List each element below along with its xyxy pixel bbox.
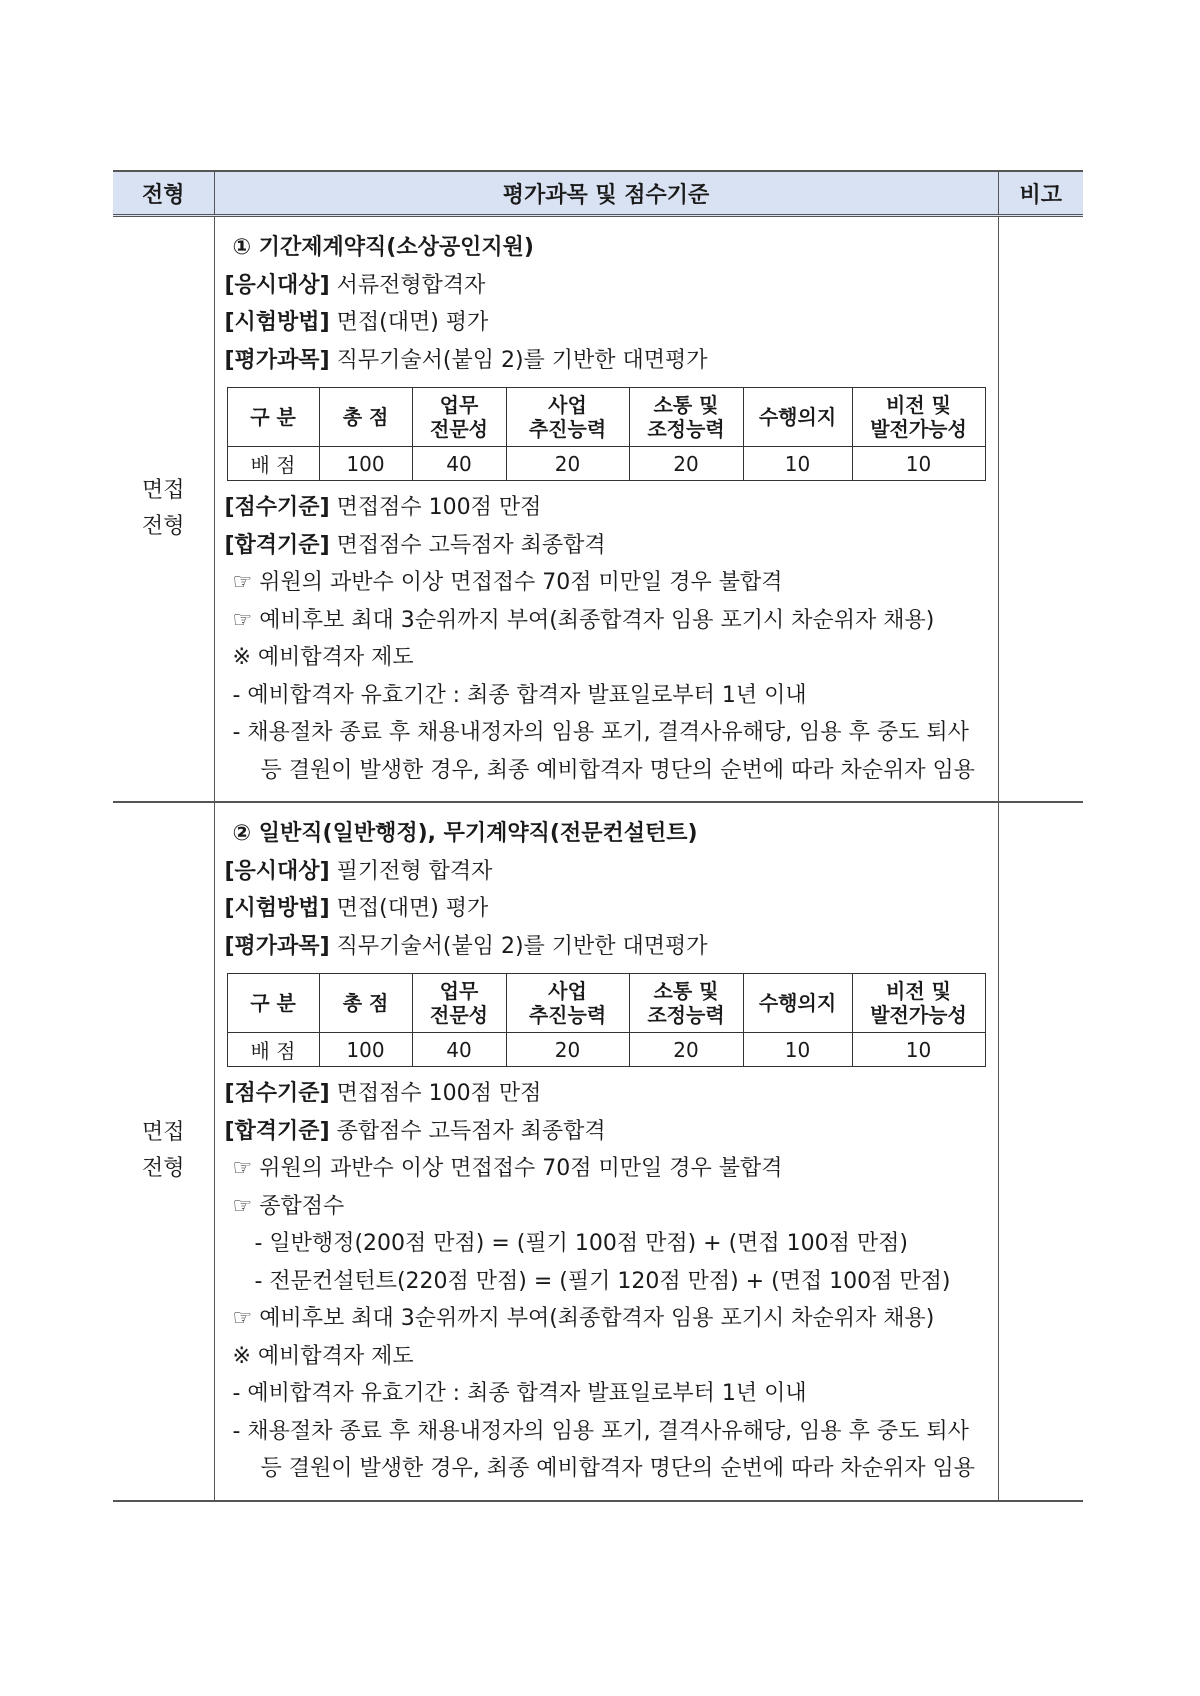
score-line xyxy=(225,489,998,527)
score-value: 20 xyxy=(629,447,743,481)
score-table xyxy=(227,387,986,481)
subject-line xyxy=(225,928,998,966)
type-line: 면접 xyxy=(141,1120,185,1146)
score-value-row xyxy=(227,447,985,481)
section-note-2 xyxy=(998,802,1083,1501)
score-header: 소통 및 조정능력 xyxy=(629,974,743,1033)
score-text: 면접점수 100점 만점 xyxy=(329,1081,542,1106)
note-line: ☞ 종합점수 xyxy=(232,1193,345,1219)
pass-line xyxy=(225,1113,998,1151)
score-value: 배 점 xyxy=(227,447,319,481)
score-header: 비전 및 발전가능성 xyxy=(852,388,985,447)
method-line xyxy=(225,890,998,928)
method-text: 면접(대면) 평가 xyxy=(329,310,489,335)
score-value: 배 점 xyxy=(227,1033,319,1067)
target-line xyxy=(225,267,998,305)
note-line: ☞ 위원의 과반수 이상 면접접수 70점 미만일 경우 불합격 xyxy=(232,1156,783,1181)
method-text: 면접(대면) 평가 xyxy=(329,896,489,921)
score-header: 비전 및 발전가능성 xyxy=(852,974,985,1033)
score-tag: [점수기준] xyxy=(224,495,330,520)
subject-text: 직무기술서(붙임 2)를 기반한 대면평가 xyxy=(329,347,708,373)
section-content-2 xyxy=(214,802,998,1501)
score-header: 총 점 xyxy=(319,974,412,1033)
score-value: 40 xyxy=(412,1033,506,1067)
note-line: ☞ 예비후보 최대 3순위까지 부여(최종합격자 임용 포기시 차순위자 채용) xyxy=(232,1306,935,1331)
score-value: 40 xyxy=(412,447,506,481)
total-line: - 전문컨설턴트(220점 만점) = (필기 120점 만점) + (면접 100점 만점) xyxy=(254,1268,951,1294)
subject-tag: [평가과목] xyxy=(224,347,330,373)
score-value: 10 xyxy=(852,447,985,481)
section-row-1 xyxy=(113,216,1083,803)
score-header: 업무 전문성 xyxy=(412,974,506,1033)
section-note-1 xyxy=(998,216,1083,803)
type-line: 전형 xyxy=(141,1156,185,1182)
score-header: 사업 추진능력 xyxy=(506,974,629,1033)
header-criteria: 평가과목 및 점수기준 xyxy=(214,171,998,216)
score-value: 100 xyxy=(319,1033,412,1067)
reserve-line: 등 결원이 발생한 경우, 최종 예비합격자 명단의 순번에 따라 차순위자 임용 xyxy=(260,1456,975,1481)
score-value: 10 xyxy=(852,1033,985,1067)
score-header: 구 분 xyxy=(227,388,319,447)
score-header: 구 분 xyxy=(227,974,319,1033)
total-line: - 일반행정(200점 만점) = (필기 100점 만점) + (면접 100점 만점) xyxy=(254,1231,908,1256)
reserve-line: - 예비합격자 유효기간 : 최종 합격자 발표일로부터 1년 이내 xyxy=(232,682,807,708)
target-text: 필기전형 합격자 xyxy=(329,858,493,884)
target-line xyxy=(225,853,998,891)
score-table xyxy=(227,973,986,1067)
header-note: 비고 xyxy=(998,171,1083,216)
score-value-row xyxy=(227,1033,985,1067)
reserve-title: ※ 예비합격자 제도 xyxy=(232,645,414,670)
score-line xyxy=(225,1075,998,1113)
type-line: 면접 xyxy=(141,478,185,503)
pass-line xyxy=(225,527,998,565)
method-line xyxy=(225,304,998,342)
method-tag: [시험방법] xyxy=(224,310,330,335)
target-text: 서류전형합격자 xyxy=(329,272,486,298)
score-header: 수행의지 xyxy=(743,388,852,447)
pass-tag: [합격기준] xyxy=(224,1118,330,1144)
subject-line xyxy=(225,342,998,380)
score-header: 사업 추진능력 xyxy=(506,388,629,447)
method-tag: [시험방법] xyxy=(224,896,330,921)
subject-text: 직무기술서(붙임 2)를 기반한 대면평가 xyxy=(329,933,708,959)
header-type: 전형 xyxy=(113,171,214,216)
score-header: 총 점 xyxy=(319,388,412,447)
evaluation-table xyxy=(113,170,1083,1502)
reserve-line: 등 결원이 발생한 경우, 최종 예비합격자 명단의 순번에 따라 차순위자 임용 xyxy=(260,757,975,783)
score-value: 10 xyxy=(743,1033,852,1067)
note-line: ☞ 위원의 과반수 이상 면접접수 70점 미만일 경우 불합격 xyxy=(232,570,783,595)
reserve-line: - 채용절차 종료 후 채용내정자의 임용 포기, 결격사유해당, 임용 후 중도 퇴사 xyxy=(232,1418,969,1444)
type-line: 전형 xyxy=(141,514,185,539)
reserve-title: ※ 예비합격자 제도 xyxy=(232,1343,414,1369)
section-content-1 xyxy=(214,216,998,803)
pass-tag: [합격기준] xyxy=(224,532,330,558)
section-title: ① 기간제계약직(소상공인지원) xyxy=(232,235,534,260)
section-row-2 xyxy=(113,802,1083,1501)
reserve-line: - 채용절차 종료 후 채용내정자의 임용 포기, 결격사유해당, 임용 후 중도 퇴사 xyxy=(232,720,969,745)
reserve-line: - 예비합격자 유효기간 : 최종 합격자 발표일로부터 1년 이내 xyxy=(232,1381,807,1406)
score-value: 100 xyxy=(319,447,412,481)
score-header-row xyxy=(227,974,985,1033)
score-header: 소통 및 조정능력 xyxy=(629,388,743,447)
score-header: 업무 전문성 xyxy=(412,388,506,447)
score-text: 면접점수 100점 만점 xyxy=(329,495,542,520)
score-value: 20 xyxy=(506,1033,629,1067)
score-value: 20 xyxy=(629,1033,743,1067)
target-tag: [응시대상] xyxy=(224,858,330,884)
section-title: ② 일반직(일반행정), 무기계약직(전문컨설턴트) xyxy=(232,821,698,846)
note-line: ☞ 예비후보 최대 3순위까지 부여(최종합격자 임용 포기시 차순위자 채용) xyxy=(232,607,935,633)
score-value: 10 xyxy=(743,447,852,481)
pass-text: 면접점수 고득점자 최종합격 xyxy=(329,532,606,558)
score-value: 20 xyxy=(506,447,629,481)
score-header-row xyxy=(227,388,985,447)
score-tag: [점수기준] xyxy=(224,1081,330,1106)
target-tag: [응시대상] xyxy=(224,272,330,298)
header-row xyxy=(113,171,1083,216)
section-type-2 xyxy=(113,802,214,1501)
section-type-1 xyxy=(113,216,214,803)
pass-text: 종합점수 고득점자 최종합격 xyxy=(329,1118,606,1144)
subject-tag: [평가과목] xyxy=(224,933,330,959)
score-header: 수행의지 xyxy=(743,974,852,1033)
